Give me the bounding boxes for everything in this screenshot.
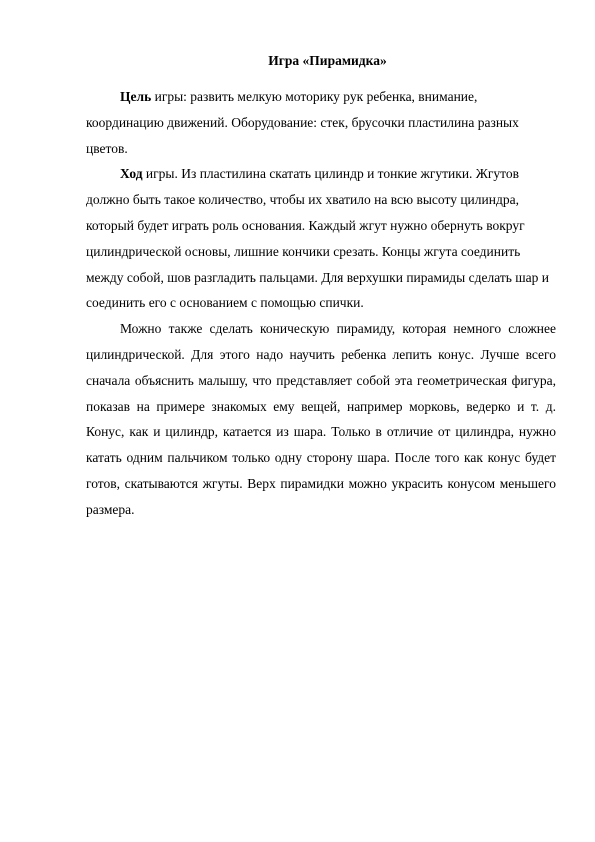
paragraph-goal-text: игры: развить мелкую моторику рук ребенка, внимание, координацию движений. Оборудование: стек, брусочки пластилина разных цветов. bbox=[86, 89, 519, 156]
paragraph-cone-text: Можно также сделать коническую пирамиду, которая немного сложнее цилиндрической. Для этого надо научить ребенка лепить конус. Лучше всего сначала объяснить малышу, что представляет собой эта геометрическая фигура, показав на примере знакомых ему вещей, например морковь, ведерко и т. д. Конус, как и цилиндр, катается из шара. Только в отличие от цилиндра, нужно катать одним пальчиком только одну сторону шара. После того как конус будет готов, скатываются жгуты. Верх пирамидки можно украсить конусом меньшего размера. bbox=[86, 321, 556, 517]
paragraph-goal-lead: Цель bbox=[120, 89, 152, 104]
paragraph-procedure bbox=[86, 161, 556, 316]
paragraph-cone bbox=[86, 316, 556, 522]
paragraph-procedure-lead: Ход bbox=[120, 166, 143, 182]
paragraph-goal bbox=[86, 84, 556, 161]
document-title: Игра «Пирамидка» bbox=[268, 53, 387, 68]
document-body bbox=[86, 84, 556, 523]
paragraph-procedure-text: игры. Из пластилина скатать цилиндр и тонкие жгутики. Жгутов должно быть такое количество, чтобы их хватило на всю высоту цилиндра, который будет играть роль основания. Каждый жгут нужно обернуть вокруг цилиндрической основы, лишние кончики срезать. Концы жгута соединить между собой, шов разгладить пальцами. Для верхушки пирамиды сделать шар и соединить его с основанием с помощью спички. bbox=[86, 166, 550, 311]
